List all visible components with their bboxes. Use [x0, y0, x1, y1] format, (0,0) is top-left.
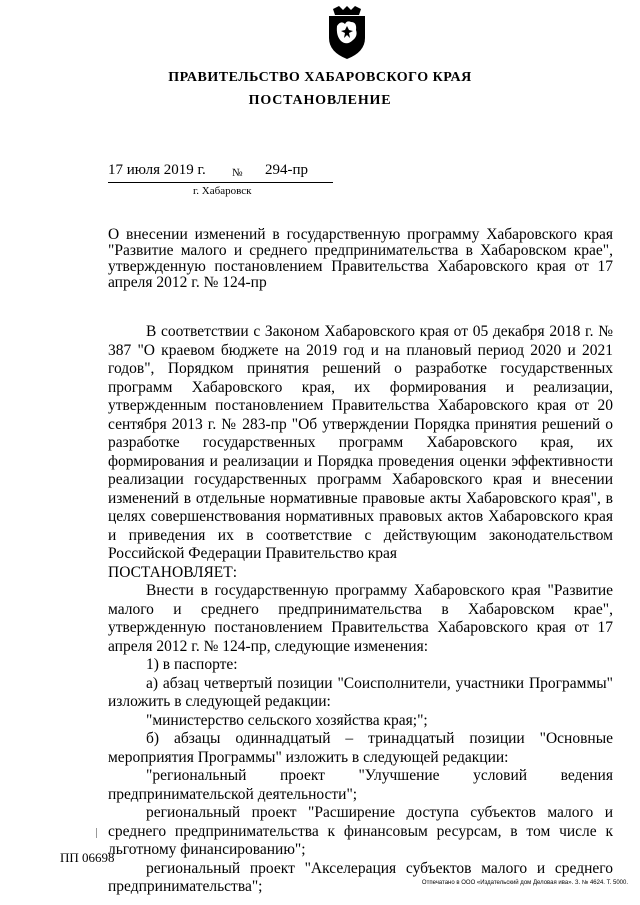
document-date: 17 июля 2019 г. [108, 162, 206, 178]
government-title: ПРАВИТЕЛЬСТВО ХАБАРОВСКОГО КРАЯ [168, 70, 472, 85]
body-paragraph: региональный проект "Акселерация субъектов малого и среднего предпринимательства"; [108, 859, 613, 895]
body-paragraph: "региональный проект "Улучшение условий ведения предпринимательской деятельности"; [108, 767, 613, 803]
body-paragraph: "министерство сельского хозяйства края;"; [146, 711, 428, 729]
decree-word: ПОСТАНОВЛЯЕТ: [108, 563, 238, 581]
coat-of-arms-icon [323, 6, 371, 60]
scan-mark [96, 828, 97, 838]
body-paragraph: Внести в государственную программу Хабаровского края "Развитие малого и среднего предпринимательства в Хабаровском крае", утвержденную постановлением Правительства Хабаровского края от 17 апреля 2012 г. № 124-пр, следующие изменения: [108, 582, 613, 655]
document-subject: О внесении изменений в государственную программу Хабаровского края "Развитие малого и среднего предпринимательства в Хабаровском крае", утвержденную постановлением Правительства Хабаровского края от 17 апреля 2012 г. № 124-пр [108, 226, 613, 291]
body-paragraph: а) абзац четвертый позиции "Соисполнители, участники Программы" изложить в следующей редакции: [108, 674, 613, 710]
body-paragraph: 1) в паспорте: [146, 656, 238, 673]
footer-code: ПП 06698 [60, 850, 115, 865]
date-underline [108, 182, 333, 183]
document-number: 294-пр [265, 162, 309, 178]
document-body [108, 323, 613, 897]
document-city: г. Хабаровск [193, 185, 252, 197]
document-type: ПОСТАНОВЛЕНИЕ [248, 93, 392, 108]
preamble-paragraph: В соответствии с Законом Хабаровского края от 05 декабря 2018 г. № 387 "О краевом бюджете на 2019 год и на плановый период 2020 и 2021 годов", Порядком принятия решений о разработке государственных программ Хабаровского края, их формирования и реализации, утвержденным постановлением Правительства Хабаровского края от 20 сентября 2013 г. № 283-пр "Об утверждении Порядка принятия решений о разработке государственных программ Хабаровского края, их формирования и реализации и Порядка проведения оценки эффективности реализации государственных программ Хабаровского края и внесении изменений в отдельные нормативные правовые акты Хабаровского края", в целях совершенствования нормативных правовых актов Хабаровского края и приведения их в соответствие с действующим законодательством Российской Федерации Правительство края [108, 323, 613, 562]
body-paragraph: региональный проект "Расширение доступа субъектов малого и среднего предпринимательства к финансовым ресурсам, в том числе к льготному финансированию"; [108, 804, 613, 858]
number-sign: № [232, 167, 243, 179]
printer-imprint: Отпечатано в ООО «Издательский дом Деловая ива». З. № 4624. Т. 5000. [421, 880, 628, 886]
body-paragraph: б) абзацы одиннадцатый – тринадцатый позиции "Основные мероприятия Программы" изложить в следующей редакции: [108, 730, 613, 766]
